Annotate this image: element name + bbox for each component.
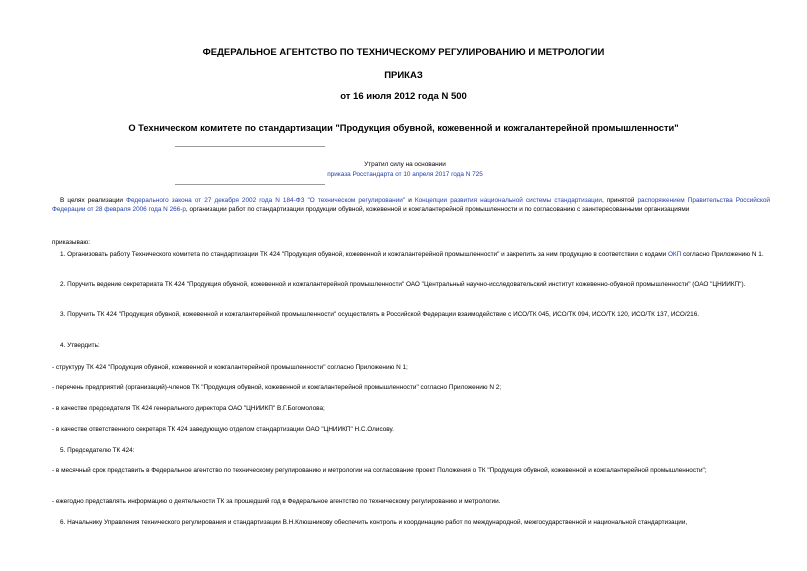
date-number: от 16 июля 2012 года N 500 xyxy=(340,91,467,102)
decree-266-link[interactable]: распоряжением Правительства Российской Федерации от 28 февраля 2006 года N 266-р xyxy=(52,197,770,213)
item-5: 5. Председателю ТК 424: xyxy=(60,447,135,454)
preamble-paragraph xyxy=(52,196,770,214)
preamble-text-3: , принятой xyxy=(601,197,638,204)
order-word: приказываю: xyxy=(52,239,90,246)
item-5a: - в месячный срок представить в Федеральное агентство по техническому регулированию и метрологии на согласование проект Положения о ТК "Продукция обувной, кожевенной и кожгалантерейной промышленности"; xyxy=(52,467,707,474)
item-3: 3. Поручить ТК 424 "Продукция обувной, кожевенной и кожгалантерейной промышленности" осуществлять в Российской Федерации взаимодействие с ИСО/ТК 045, ИСО/ТК 094, ИСО/ТК 120, ИСО/ТК 137, ИСО/216. xyxy=(60,311,700,318)
item-4c: - в качестве председателя ТК 424 генерального директора ОАО "ЦНИИКП" В.Г.Богомолова; xyxy=(52,405,325,412)
preamble-text-1: В целях реализации xyxy=(60,197,127,204)
item-2: 2. Поручить ведение секретариата ТК 424 "Продукция обувной, кожевенной и кожгалантерейной промышленности" ОАО "Центральный научно-исследовательский институт кожевенно-обувной промышленности" (ОАО "ЦНИИКП"). xyxy=(60,281,746,288)
item-6: 6. Начальнику Управления технического регулирования и стандартизации В.Н.Клюшникову обеспечить контроль и координацию работ по международной, межгосударственной и национальной стандартизации, xyxy=(60,519,688,526)
doc-subject: О Техническом комитете по стандартизации "Продукция обувной, кожевенной и кожгалантерейной промышленности" xyxy=(128,123,679,133)
item-4a: - структуру ТК 424 "Продукция обувной, кожевенной и кожгалантерейной промышленности" согласно Приложению N 1; xyxy=(52,364,408,371)
item-4: 4. Утвердить: xyxy=(60,342,100,349)
item-4d: - в качестве ответственного секретаря ТК 424 заведующую отделом стандартизации ОАО "ЦНИИКП" Н.С.Олисову. xyxy=(52,426,394,433)
doc-type: ПРИКАЗ xyxy=(384,70,423,81)
preamble-text-4: , организации работ по стандартизации продукции обувной, кожевенной и кожгалантерейной промышленности и по согласованию с заинтересованными организациями xyxy=(185,206,690,213)
item-5b: - ежегодно представлять информацию о деятельности ТК за прошедший год в Федеральное агентство по техническому регулированию и метрологии. xyxy=(52,498,501,505)
item-1 xyxy=(52,250,770,259)
status-note: Утратил силу на основании xyxy=(364,161,446,168)
item-1-tail: согласно Приложению N 1. xyxy=(681,251,764,258)
okp-link[interactable]: ОКП xyxy=(667,251,682,258)
preamble-text-2: и xyxy=(405,197,415,204)
status-link[interactable]: приказа Росстандарта от 10 апреля 2017 года N 725 xyxy=(327,171,483,178)
item-4b: - перечень предприятий (организаций)-членов ТК "Продукция обувной, кожевенной и кожгалантерейной промышленности" согласно Приложению N 2; xyxy=(52,384,502,391)
law-184-link[interactable]: Федерального закона от 27 декабря 2002 года N 184-ФЗ "О техническом регулировании" xyxy=(126,197,406,204)
divider-bottom xyxy=(175,184,325,185)
item-1-text: 1. Организовать работу Технического комитета по стандартизации ТК 424 "Продукция обувной, кожевенной и кожгалантерейной промышленности" и закрепить за ним продукцию в соответствии с кодами xyxy=(60,251,668,258)
agency-title: ФЕДЕРАЛЬНОЕ АГЕНТСТВО ПО ТЕХНИЧЕСКОМУ РЕГУЛИРОВАНИЮ И МЕТРОЛОГИИ xyxy=(202,47,605,58)
concept-link[interactable]: Концепции развития национальной системы стандартизации xyxy=(414,197,602,204)
divider-top xyxy=(175,146,325,147)
